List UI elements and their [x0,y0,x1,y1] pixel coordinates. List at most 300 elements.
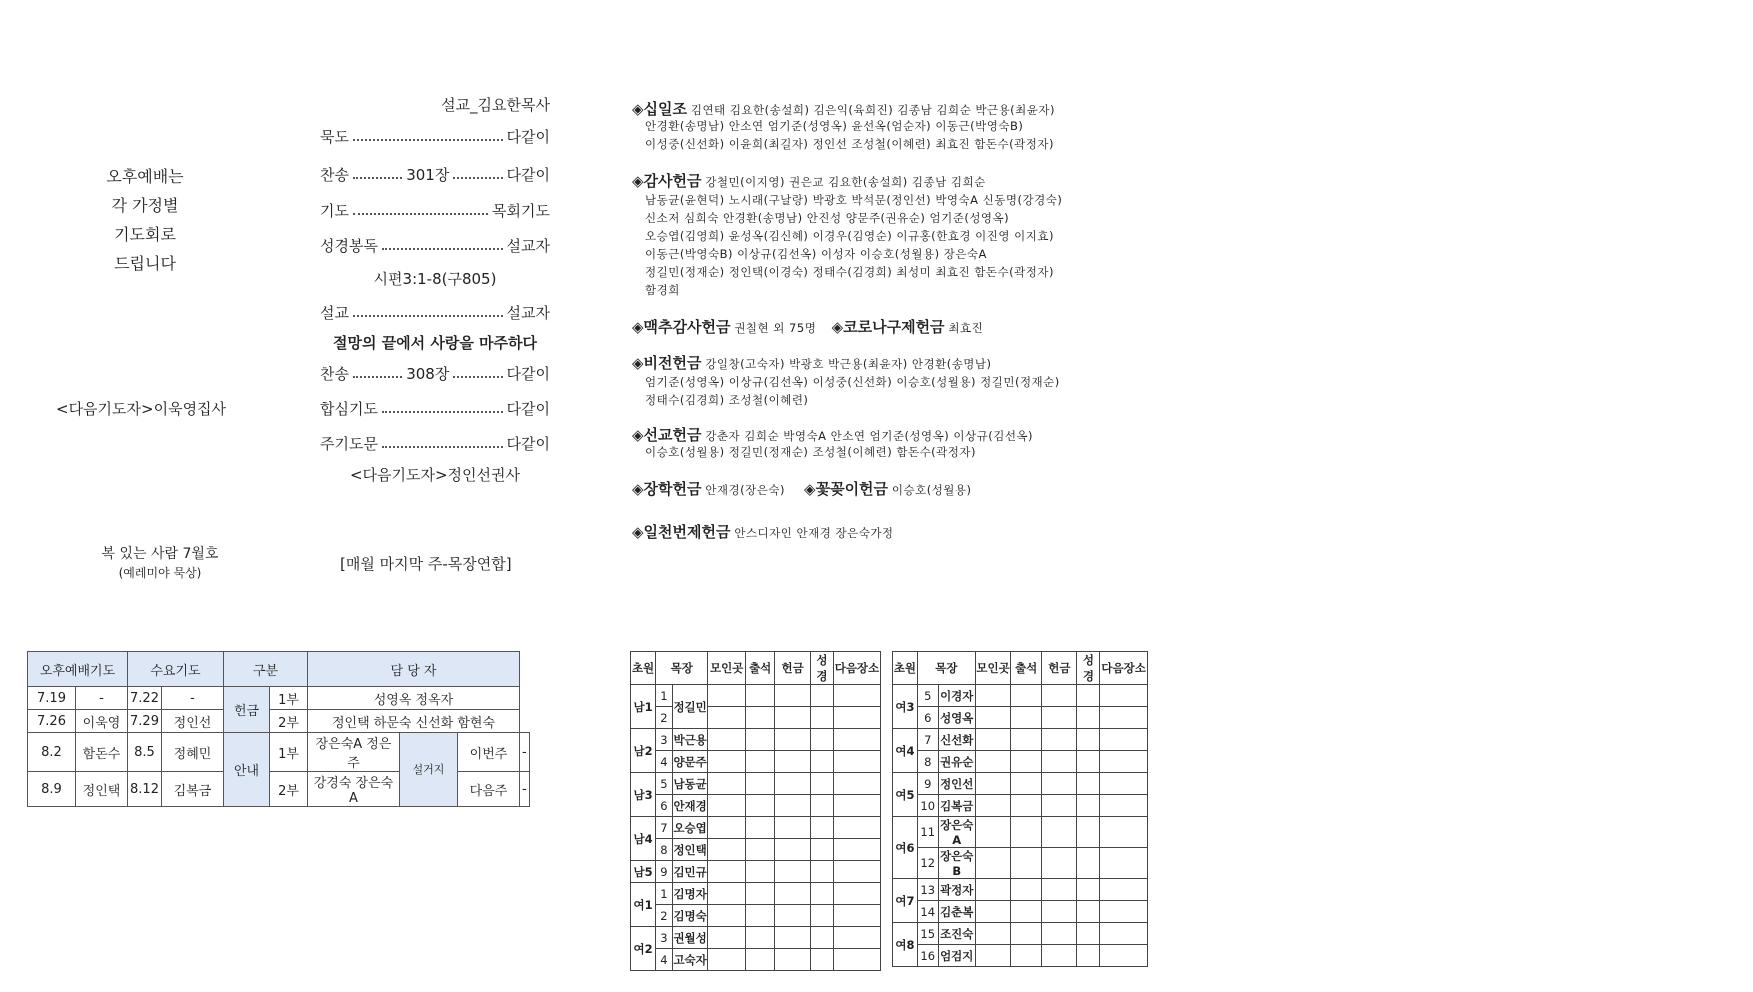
leader-dots [382,248,503,250]
order-item [320,433,550,454]
leader-dots [353,139,503,141]
empty-cell [775,773,811,795]
header-cell: 성경 [810,652,833,685]
person-cell: 이욱영 [76,710,128,733]
number-cell: 9 [917,773,938,795]
offering-names: 이승호(성월용) [891,483,972,497]
empty-cell [746,883,775,905]
empty-cell [708,861,746,883]
flower-label: ◈꽃꽂이헌금 [804,480,889,498]
mission-label: ◈선교헌금 [632,426,702,444]
empty-cell [1042,773,1077,795]
assignee-cell: 장은숙A 정은주 [308,733,400,772]
barley-label: ◈맥추감사헌금 [632,318,731,336]
empty-cell [1011,879,1042,901]
notice-line: 드립니다 [114,254,176,273]
empty-cell [1011,848,1042,879]
empty-cell [708,707,746,729]
table-row [893,773,1148,795]
offering-names: 이승호(성월용) 정길민(정재순) 조성철(이혜련) 함돈수(곽정자) [645,445,976,459]
empty-cell [975,817,1010,848]
number-cell: 3 [656,927,673,949]
group-cell: 여5 [893,773,918,817]
header-cell: 목장 [656,652,708,685]
empty-cell [1042,795,1077,817]
offering-names: 이성중(신선화) 이윤희(최길자) 정인선 조성철(이혜련) 최효진 함돈수(곽정자) [645,137,1054,151]
offering-names: 안재경(장은숙) [705,483,785,497]
empty-cell [1011,923,1042,945]
empty-cell [975,751,1010,773]
empty-cell [746,729,775,751]
attendance-table-right [892,651,1148,967]
header-cell: 헌금 [775,652,811,685]
order-item [320,302,550,323]
order-value: 설교자 [506,304,550,322]
person-cell: 함돈수 [76,733,128,772]
empty-cell [810,839,833,861]
empty-cell [1011,901,1042,923]
leader-name-cell: 성영옥 [938,707,975,729]
number-cell: 3 [656,729,673,751]
corona-label: ◈코로나구제헌금 [831,318,945,336]
empty-cell [833,773,880,795]
leader-name-cell: 신선화 [938,729,975,751]
empty-cell [1077,879,1100,901]
group-cell: 여4 [893,729,918,773]
table-row [893,945,1148,967]
leader-name-cell: 안재경 [672,795,708,817]
person-cell: - [162,687,224,710]
order-value: 다같이 [506,166,550,184]
empty-cell [1077,945,1100,967]
empty-cell [775,751,811,773]
table-row [631,839,881,861]
empty-cell [975,901,1010,923]
empty-cell [708,927,746,949]
leader-dots [382,411,503,413]
leader-name-cell: 곽정자 [938,879,975,901]
leader-name-cell: 엄검지 [938,945,975,967]
empty-cell [708,839,746,861]
preacher-line [320,94,550,115]
leader-name-cell: 김명자 [672,883,708,905]
offering-names: 오승엽(김영희) 윤성옥(김신혜) 이경우(김영순) 이규홍(한효경 이진영 이지효) [645,229,1054,243]
empty-cell [708,905,746,927]
empty-cell [833,883,880,905]
table-row [631,751,881,773]
offering-names: 강일창(고숙자) 박광호 박근용(최윤자) 안경환(송명남) [705,357,992,371]
sermon-title-line [320,332,550,353]
empty-cell [975,729,1010,751]
leader-name-cell: 장은숙A [940,818,974,847]
number-cell: 13 [917,879,938,901]
duty-header-row [28,652,530,687]
date-cell: 7.19 [28,687,76,710]
blessed-title: 복 있는 사람 7월호 [101,546,219,562]
date-cell: 7.22 [128,687,162,710]
table-row [631,685,881,707]
empty-cell [746,861,775,883]
order-item [320,363,550,384]
person-cell: 정인선 [162,710,224,733]
number-cell: 6 [917,707,938,729]
empty-cell [810,773,833,795]
offering-names: 엄기준(성영옥) 이상규(김선옥) 이성중(신선화) 이승호(성월용) 정길민(정재순) [645,375,1060,389]
assignee-cell: 성영옥 정옥자 [308,687,520,710]
number-cell: 1 [656,883,673,905]
empty-cell [975,773,1010,795]
order-label: 기도 [320,202,349,220]
empty-cell [1100,817,1148,848]
tithe-label: ◈십일조 [632,100,688,118]
setup-value-cell: - [520,772,530,807]
offering-names: 안경환(송명남) 안소연 엄기준(성영옥) 윤선옥(엄순자) 이동근(박영숙B) [645,119,1024,133]
empty-cell [775,927,811,949]
offering-names: 최효진 [948,321,984,335]
person-cell: - [76,687,128,710]
offering-names: 정태수(김경희) 조성철(이혜련) [645,393,809,407]
empty-cell [833,685,880,707]
person-cell: 정인택 [76,772,128,807]
thousand-offering-label: ◈일천번제헌금 [632,523,731,541]
empty-cell [975,923,1010,945]
empty-cell [775,861,811,883]
order-value: 다같이 [506,365,550,383]
header-cell: 오후예배기도 [28,652,128,687]
empty-cell [833,795,880,817]
vision-label: ◈비전헌금 [632,354,702,372]
table-row [631,707,881,729]
order-item [320,200,550,221]
empty-cell [708,817,746,839]
leader-name-cell: 고숙자 [672,949,708,971]
next-prayer-leader: <다음기도자>정인선권사 [349,466,521,484]
empty-cell [1042,729,1077,751]
empty-cell [1042,751,1077,773]
notice-line: 오후예배는 [106,167,184,186]
group-cell: 남1 [631,685,656,729]
number-cell: 15 [917,923,938,945]
leader-name-cell: 장은숙B [940,849,974,878]
table-row [893,901,1148,923]
leader-name-cell: 조진숙 [938,923,975,945]
header-cell: 담 당 자 [308,652,520,687]
empty-cell [1100,945,1148,967]
empty-cell [975,707,1010,729]
mission-line [632,424,1033,445]
offering-names: 김연태 김요한(송설희) 김은익(육희진) 김종남 김희순 박근용(최윤자) [690,103,1055,117]
empty-cell [810,751,833,773]
table-row [631,905,881,927]
leader-name-cell: 양문주 [672,751,708,773]
order-label: 묵도 [320,128,349,146]
empty-cell [775,729,811,751]
empty-cell [1077,817,1100,848]
empty-cell [1011,795,1042,817]
leader-dots [382,446,503,448]
leader-name-cell: 남동균 [672,773,708,795]
header-cell: 목장 [917,652,975,685]
empty-cell [775,839,811,861]
header-cell: 다음장소 [1100,652,1148,685]
empty-cell [833,861,880,883]
empty-cell [708,795,746,817]
header-cell: 출석 [746,652,775,685]
sermon-title: 절망의 끝에서 사랑을 마주하다 [332,334,538,352]
number-cell: 16 [917,945,938,967]
header-cell: 헌금 [1042,652,1077,685]
empty-cell [1077,685,1100,707]
empty-cell [1077,707,1100,729]
leader-name-cell: 김민규 [672,861,708,883]
empty-cell [1100,707,1148,729]
date-cell: 8.9 [28,772,76,807]
attendance-body-right [893,652,1148,967]
notice-line: 각 가정별 [111,196,179,215]
table-row [28,710,530,733]
part-cell: 2부 [270,710,308,733]
order-value: 다같이 [506,400,550,418]
empty-cell [1011,685,1042,707]
table-row [28,733,530,772]
empty-cell [975,685,1010,707]
offering-names: 강춘자 김희순 박영숙A 안소연 엄기준(성영옥) 이상규(김선옥) [705,429,1034,443]
empty-cell [1100,685,1148,707]
table-row [631,773,881,795]
empty-cell [833,751,880,773]
empty-cell [775,883,811,905]
empty-cell [810,949,833,971]
thanks-line [632,170,986,191]
assignee-cell: 강경숙 장은숙A [308,772,400,807]
header-cell: 초원 [893,652,918,685]
number-cell: 2 [656,905,673,927]
table-row [893,923,1148,945]
number-cell: 4 [656,751,673,773]
leader-name-cell: 정길민 [672,685,708,729]
empty-cell [1042,685,1077,707]
number-cell: 11 [917,817,938,848]
empty-cell [1011,817,1042,848]
empty-cell [1011,751,1042,773]
scripture: 시편3:1-8(구805) [373,270,497,288]
leader-name-cell: 이경자 [938,685,975,707]
empty-cell [810,883,833,905]
header-cell: 구분 [224,652,308,687]
table-row [631,883,881,905]
next-leader-line [320,464,550,485]
empty-cell [1077,848,1100,879]
empty-cell [775,905,811,927]
table-row [893,795,1148,817]
part-cell: 2부 [270,772,308,807]
leader-dots [353,177,402,179]
empty-cell [1100,923,1148,945]
leader-dots [353,376,402,378]
empty-cell [708,883,746,905]
leader-name-cell: 김복금 [938,795,975,817]
empty-cell [775,795,811,817]
leader-dots [353,315,503,317]
group-cell: 남5 [631,861,656,883]
empty-cell [810,927,833,949]
empty-cell [1077,923,1100,945]
offering-names: 권칠현 외 75명 [734,321,817,335]
order-value: 설교자 [506,237,550,255]
leader-name-cell: 권월성 [672,927,708,949]
part-cell: 1부 [270,687,308,710]
hymn-number: 301장 [406,166,450,184]
number-cell: 6 [656,795,673,817]
table-row [631,861,881,883]
tithe-line [632,98,1055,119]
order-item [320,126,550,147]
preacher: 설교_김요한목사 [441,96,550,114]
number-cell: 2 [656,707,673,729]
group-cell: 여2 [631,927,656,971]
header-cell: 모인곳 [975,652,1010,685]
empty-cell [975,848,1010,879]
number-cell: 4 [656,949,673,971]
leader-name-cell: 김춘복 [938,901,975,923]
empty-cell [775,817,811,839]
vision-line [632,352,992,373]
group-cell: 여7 [893,879,918,923]
empty-cell [1011,945,1042,967]
order-value: 다같이 [506,435,550,453]
header-cell: 모인곳 [708,652,746,685]
empty-cell [1100,879,1148,901]
afternoon-notice [60,162,230,278]
offering-names: 안스디자인 안재경 장은숙가정 [734,526,894,540]
hymn-number: 308장 [406,365,450,383]
header-cell: 수요기도 [128,652,224,687]
date-cell: 7.29 [128,710,162,733]
assignee-cell: 정인택 하문숙 신선화 함현숙 [308,710,520,733]
week-cell: 이번주 [458,733,520,772]
empty-cell [833,949,880,971]
order-item [320,398,550,419]
empty-cell [746,817,775,839]
blessed-person-notice [60,545,260,583]
empty-cell [810,905,833,927]
number-cell: 5 [917,685,938,707]
order-label: 성경봉독 [320,237,378,255]
setup-label-cell: 설거지 [400,733,458,807]
scholarship-line [632,478,972,499]
table-row [893,817,1148,848]
leader-name-cell: 권유순 [938,751,975,773]
table-row [893,848,1148,879]
empty-cell [810,861,833,883]
empty-cell [833,927,880,949]
date-cell: 8.12 [128,772,162,807]
number-cell: 5 [656,773,673,795]
empty-cell [810,707,833,729]
leader-dots [453,376,502,378]
part-cell: 1부 [270,733,308,772]
empty-cell [833,707,880,729]
leader-name-cell: 정인택 [672,839,708,861]
number-cell: 8 [917,751,938,773]
leader-dots [453,177,502,179]
number-cell: 8 [656,839,673,861]
header-cell: 초원 [631,652,656,685]
order-value: 다같이 [506,128,550,146]
person-cell: 김복금 [162,772,224,807]
empty-cell [1100,848,1148,879]
table-row [631,795,881,817]
empty-cell [810,817,833,839]
empty-cell [1011,707,1042,729]
empty-cell [833,729,880,751]
attendance-header-row [631,652,881,685]
empty-cell [1100,901,1148,923]
group-cell: 여6 [893,817,918,879]
header-cell: 다음장소 [833,652,880,685]
table-row [893,685,1148,707]
empty-cell [1100,795,1148,817]
empty-cell [708,751,746,773]
table-row [631,817,881,839]
next-prayer-leader-left: <다음기도자>이욱영집사 [56,400,227,418]
empty-cell [1042,848,1077,879]
barley-line [632,316,983,337]
group-cell: 헌금 [224,687,270,733]
setup-value-cell: - [520,733,530,772]
empty-cell [708,729,746,751]
empty-cell [833,839,880,861]
empty-cell [833,905,880,927]
empty-cell [775,685,811,707]
leader-name-cell: 정인선 [938,773,975,795]
scripture-line [320,268,550,289]
number-cell: 7 [656,817,673,839]
order-label: 찬송 [320,365,349,383]
order-item [320,235,550,256]
empty-cell [746,685,775,707]
scholarship-label: ◈장학헌금 [632,480,702,498]
offering-names: 신소저 심희숙 안경환(송명남) 안진성 양문주(권유순) 엄기준(성영옥) [645,211,1010,225]
empty-cell [775,707,811,729]
leader-dots [353,213,488,215]
empty-cell [746,751,775,773]
table-row [893,751,1148,773]
empty-cell [746,949,775,971]
empty-cell [975,879,1010,901]
table-row [893,729,1148,751]
table-row [28,687,530,710]
number-cell: 1 [656,685,673,707]
number-cell: 12 [917,848,938,879]
leader-name-cell: 오승엽 [672,817,708,839]
leader-name-cell: 김명숙 [672,905,708,927]
order-label: 합심기도 [320,400,378,418]
order-label: 찬송 [320,166,349,184]
empty-cell [1100,729,1148,751]
empty-cell [1042,923,1077,945]
empty-cell [1077,773,1100,795]
group-cell: 여8 [893,923,918,967]
attendance-header-row [893,652,1148,685]
group-cell: 여1 [631,883,656,927]
empty-cell [833,817,880,839]
group-cell: 남4 [631,817,656,861]
date-cell: 7.26 [28,710,76,733]
duty-table [27,651,530,807]
date-cell: 8.5 [128,733,162,772]
number-cell: 9 [656,861,673,883]
